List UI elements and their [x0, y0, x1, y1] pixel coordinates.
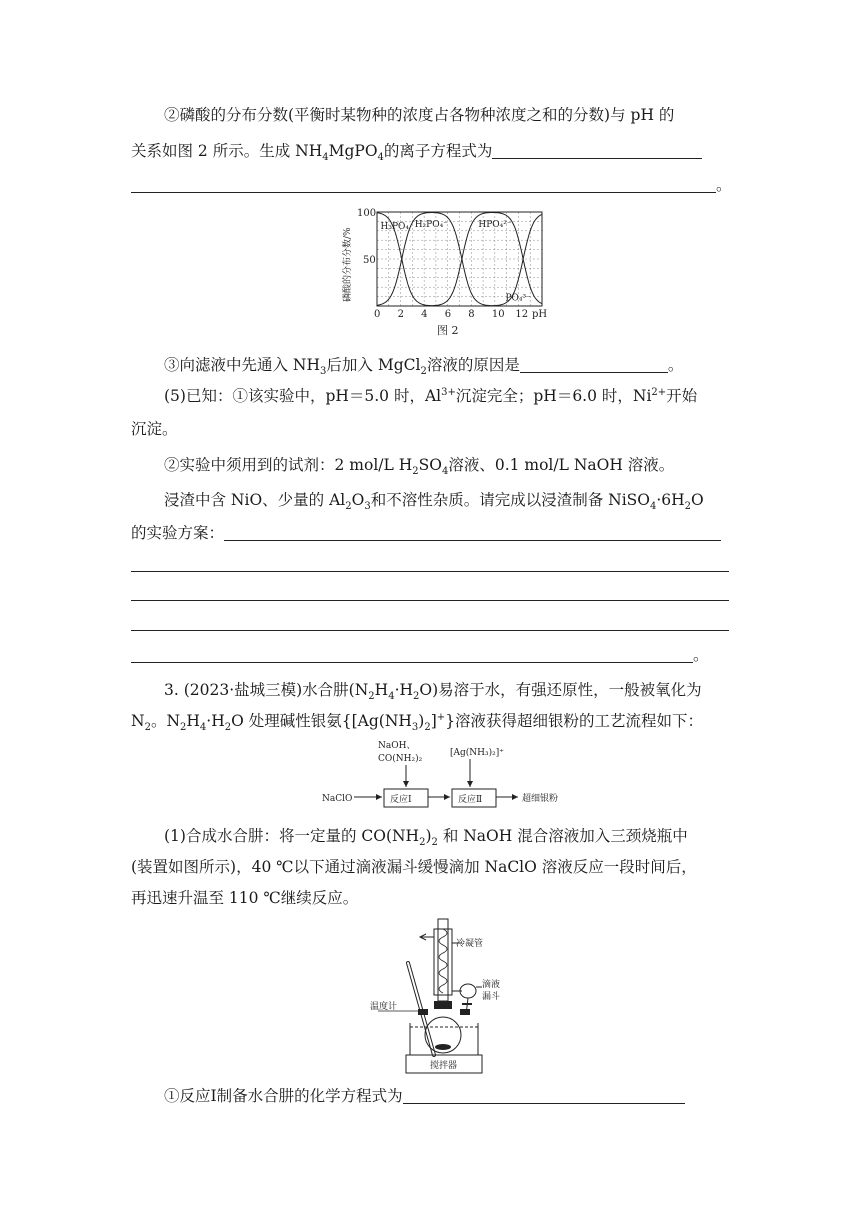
x-axis-label: pH — [532, 309, 548, 320]
flow-input-naoh: NaOH、 — [378, 741, 416, 751]
flow-input-urea: CO(NH₂)₂ — [378, 754, 423, 764]
text-line: 关系如图 2 所示。生成 $NH_4MgPO_4$的离子方程式为 — [131, 141, 702, 161]
stopper-right — [460, 1009, 470, 1015]
text-line: ③向滤液中先通入 $NH_3$后加入 MgCl$_2$溶液的原因是 。 — [164, 356, 684, 378]
label-thermometer: 温度计 — [370, 1002, 398, 1012]
label-funnel-2: 漏斗 — [482, 992, 501, 1002]
answer-line[interactable] — [131, 571, 729, 572]
label-stirrer: 搅拌器 — [430, 1061, 458, 1071]
answer-blank[interactable] — [131, 646, 693, 663]
answer-line[interactable] — [131, 600, 729, 601]
answer-line[interactable] — [131, 630, 729, 631]
x-tick-label: 10 — [491, 309, 505, 320]
text-line: (5)已知：①该实验中，pH＝5.0 时，$Al^{3+}$沉淀完全；pH＝6.0 时，$Ni^{2+}$开始 — [164, 386, 698, 405]
process-flow-diagram — [318, 737, 608, 817]
answer-blank[interactable] — [492, 142, 702, 159]
text-line: 。 — [131, 645, 709, 665]
answer-blank[interactable] — [403, 1087, 685, 1104]
label-condenser: 冷凝管 — [456, 939, 484, 949]
y-tick-label: 50 — [363, 255, 376, 266]
text-line: ②实验中须用到的试剂：2 mol/L $H_2SO_4$溶液、0.1 mol/L NaOH 溶液。 — [164, 456, 675, 478]
species-label: H₂PO₄⁻ — [414, 220, 448, 231]
x-tick-label: 2 — [397, 309, 404, 320]
x-tick-label: 4 — [421, 309, 428, 320]
text-line: 。 — [131, 175, 732, 195]
text-line: ①反应Ⅰ制备水合肼的化学方程式为 — [164, 1086, 685, 1106]
reaction-2-label: 反应Ⅱ — [458, 795, 483, 805]
x-tick-label: 12 — [515, 309, 529, 320]
text-line: (装置如图所示)，40 ℃以下通过滴液漏斗缓慢滴加 NaClO 溶液反应一段时间后， — [131, 858, 697, 876]
text-line: 再迅速升温至 110 ℃继续反应。 — [131, 889, 359, 907]
y-axis-label: 磷酸的分布分数/% — [343, 227, 353, 302]
stopper-center — [434, 1001, 452, 1009]
answer-blank[interactable] — [131, 176, 716, 193]
label-funnel-1: 滴液 — [482, 980, 501, 990]
distribution-chart — [340, 202, 560, 342]
flow-input-silver-ammonia: [Ag(NH₃)₂]⁺ — [450, 748, 504, 758]
text-line: $N_2$。$N_2H_4\cdot H_2O$ 处理碱性银氨$\{[Ag(NH_3)_2]^+\}$溶液获得超细银粉的工艺流程如下： — [131, 711, 704, 734]
text-line: 浸渣中含 NiO、少量的 $Al_2O_3$和不溶性杂质。请完成以浸渣制备 $NiSO_4\cdot 6H_2O$ — [164, 491, 704, 513]
text-line: 的实验方案： — [131, 523, 721, 543]
flow-product: 超细银粉 — [522, 794, 559, 804]
apparatus-diagram — [370, 915, 530, 1075]
answer-blank[interactable] — [520, 356, 668, 373]
stopper-left — [418, 1009, 428, 1015]
x-tick-label: 6 — [444, 309, 452, 320]
text-line: 沉淀。 — [131, 420, 178, 438]
text-line: ②磷酸的分布分数(平衡时某物种的浓度占各物种浓度之和的分数)与 pH 的 — [164, 106, 675, 124]
flow-start-naclo: NaClO — [322, 794, 353, 804]
text-line: 3. (2023·盐城三模)水合肼$(N_2H_4\cdot H_2O)$易溶于水，有强还原性，一般被氧化为 — [164, 681, 702, 703]
text-line: (1)合成水合肼：将一定量的 $CO(NH_2)_2$ 和 NaOH 混合溶液加入三颈烧瓶中 — [164, 827, 688, 849]
reaction-1-label: 反应Ⅰ — [390, 795, 412, 805]
condenser-icon — [434, 919, 452, 1001]
species-label: H₃PO₄ — [380, 221, 410, 232]
y-tick-label: 100 — [357, 208, 377, 219]
x-tick-label: 8 — [468, 309, 475, 320]
chart-caption: 图 2 — [437, 324, 459, 337]
species-label: PO₄³⁻ — [505, 293, 531, 304]
water-bath-icon — [410, 1023, 478, 1055]
x-tick-label: 0 — [374, 309, 381, 320]
species-label: HPO₄²⁻ — [478, 220, 512, 231]
answer-blank[interactable] — [224, 524, 721, 541]
